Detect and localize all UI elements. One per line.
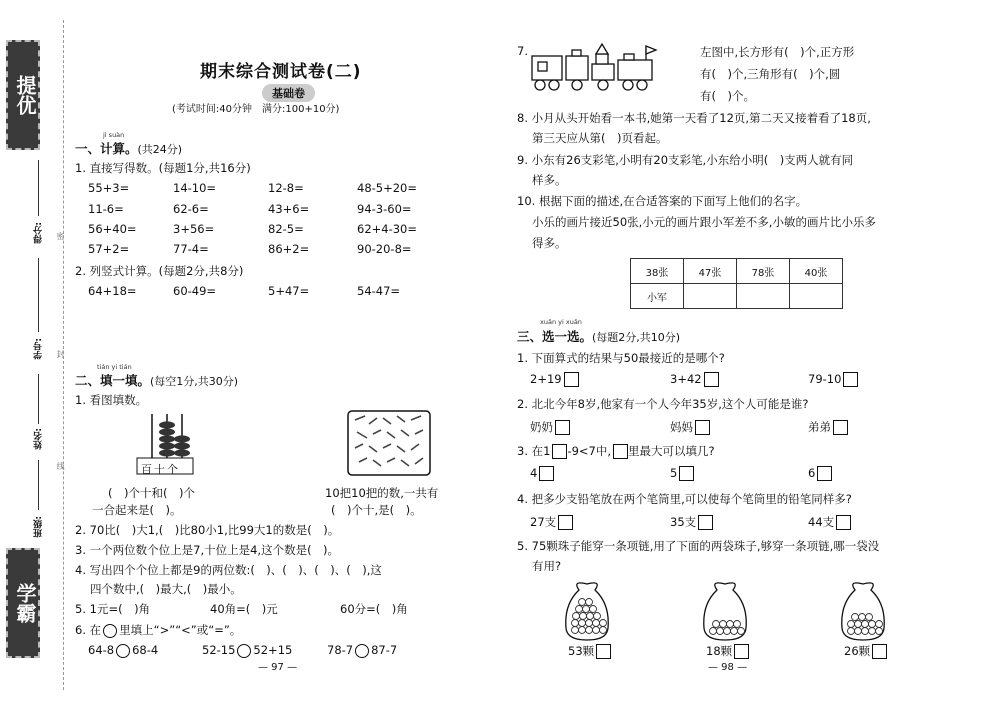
label-score: 得分: <box>34 222 44 244</box>
s3-q3-opt-1: 5 <box>670 466 694 481</box>
seal-char-2: 封 <box>56 350 65 358</box>
s3-q3: 3. 在1 -9<7中, 里最大可以填几? <box>517 444 715 458</box>
s2-q5-a: 5. 1元=( )角 <box>75 602 151 616</box>
q8-line-b: 第三天应从第( )页看起。 <box>532 131 668 145</box>
s2-q1b1: 10把10把的数,一共有 <box>325 486 439 500</box>
seal-dashed-line <box>63 20 64 690</box>
badge-bottom: 学霸 <box>6 548 40 658</box>
answer-box[interactable] <box>836 515 851 530</box>
q10-line-b: 小乐的画片接近50张,小元的画片跟小军差不多,小敏的画片比小乐多 <box>532 215 876 229</box>
badge-top: 提优 <box>6 40 40 150</box>
s3-q4-opt-2: 44支 <box>808 514 851 530</box>
bag-opt-2: 26颗 <box>844 643 887 659</box>
s2-q4b: 四个数中,( )最大,( )最小。 <box>90 582 242 596</box>
s2-q1: 1. 看图填数。 <box>75 393 148 407</box>
label-name: 姓名: <box>34 428 44 450</box>
s3-q1-opt-2: 79-10 <box>808 372 858 387</box>
s2-q3: 3. 一个两位数个位上是7,十位上是4,这个数是( )。 <box>75 543 340 557</box>
answer-box[interactable] <box>817 466 832 481</box>
label-student-no: 学号: <box>34 338 44 360</box>
s3-q2-opt-0: 奶奶 <box>530 419 570 435</box>
s2-q5-c: 60分=( )角 <box>340 602 408 616</box>
calc-r3c0: 57+2= <box>88 242 130 256</box>
calc-r2c2: 82-5= <box>268 222 304 236</box>
answer-box[interactable] <box>704 372 719 387</box>
picture-card-table <box>630 258 843 309</box>
q7-number: 7. <box>517 44 528 58</box>
line-score <box>38 160 39 216</box>
s3-q1: 1. 下面算式的结果与50最接近的是哪个? <box>517 351 725 365</box>
s3-q4: 4. 把多少支铅笔放在两个笔筒里,可以使每个笔筒里的铅笔同样多? <box>517 492 852 506</box>
calc-r3c3: 90-20-8= <box>357 242 412 256</box>
vert-3: 54-47= <box>357 284 401 298</box>
s3-q3-opt-2: 6 <box>808 466 832 481</box>
s3-q1-opt-0: 2+19 <box>530 372 579 387</box>
calc-r1c0: 11-6= <box>88 202 124 216</box>
exam-info: (考试时间:40分钟 满分:100+10分) <box>172 104 340 115</box>
calc-r3c2: 86+2= <box>268 242 310 256</box>
answer-box[interactable] <box>698 515 713 530</box>
cmp-0: 64-8 68-4 <box>88 643 159 657</box>
table-row <box>631 284 843 309</box>
section-2-title: 二、填一填。(每空1分,共30分) <box>75 373 239 388</box>
calc-r1c3: 94-3-60= <box>357 202 412 216</box>
answer-box[interactable] <box>564 372 579 387</box>
s2-q1b2: ( )个十,是( )。 <box>331 503 422 517</box>
q9-line-a: 9. 小东有26支彩笔,小明有20支彩笔,小东给小明( )支两人就有同 <box>517 153 854 167</box>
line-name <box>38 374 39 424</box>
binding-sidebar <box>0 0 64 707</box>
compare-circle-icon <box>103 624 117 638</box>
table-cell: 47张 <box>684 259 737 284</box>
s2-q5-b: 40角=( )元 <box>210 602 278 616</box>
vert-0: 64+18= <box>88 284 137 298</box>
section-3-title: 三、选一选。(每题2分,共10分) <box>517 329 681 344</box>
section-1-title: 一、计算。(共24分) <box>75 141 183 156</box>
answer-box[interactable] <box>695 420 710 435</box>
table-row <box>631 259 843 284</box>
calc-r3c1: 77-4= <box>173 242 209 256</box>
answer-box[interactable] <box>555 420 570 435</box>
bead-bag-icon <box>562 578 612 642</box>
page-number-left: — 97 — <box>258 662 298 673</box>
s3-q5-b: 有用? <box>532 559 562 573</box>
line-class <box>38 460 39 510</box>
s2-q1a2: 一合起来是( )。 <box>92 503 182 517</box>
pinyin-calc: jì suàn <box>103 131 125 139</box>
cmp-2: 78-7 87-7 <box>327 643 398 657</box>
sub-badge: 基础卷 <box>262 84 315 102</box>
label-class: 班级: <box>34 516 44 538</box>
q7-line-b: 有( )个,三角形有( )个,圆 <box>700 67 841 81</box>
answer-box[interactable] <box>596 644 611 659</box>
answer-box[interactable] <box>558 515 573 530</box>
blank-box <box>613 444 628 459</box>
answer-box[interactable] <box>734 644 749 659</box>
answer-box[interactable] <box>679 466 694 481</box>
s3-q2-opt-1: 妈妈 <box>670 419 710 435</box>
q9-line-b: 样多。 <box>532 173 567 187</box>
s3-q3-opt-0: 4 <box>530 466 554 481</box>
table-cell: 小军 <box>631 284 684 309</box>
s1-q2: 2. 列竖式计算。(每题2分,共8分) <box>75 264 244 278</box>
calc-r0c2: 12-8= <box>268 181 304 195</box>
s3-q5-a: 5. 75颗珠子能穿一条项链,用了下面的两袋珠子,够穿一条项链,哪一袋没 <box>517 539 880 553</box>
table-cell: 78张 <box>737 259 790 284</box>
answer-cell[interactable] <box>737 284 790 309</box>
pinyin-choose: xuǎn yi xuǎn <box>540 318 582 326</box>
s3-q2-opt-2: 弟弟 <box>808 419 848 435</box>
q7-line-a: 左图中,长方形有( )个,正方形 <box>700 45 855 59</box>
bundles-picture <box>347 410 431 476</box>
bag-opt-0: 53颗 <box>568 643 611 659</box>
answer-cell[interactable] <box>684 284 737 309</box>
table-cell: 38张 <box>631 259 684 284</box>
page-title: 期末综合测试卷(二) <box>200 62 362 82</box>
calc-r1c2: 43+6= <box>268 202 310 216</box>
answer-box[interactable] <box>872 644 887 659</box>
calc-r1c1: 62-6= <box>173 202 209 216</box>
bag-opt-1: 18颗 <box>706 643 749 659</box>
pinyin-fill: tián yi tián <box>97 363 132 371</box>
vert-2: 5+47= <box>268 284 310 298</box>
page-number-right: — 98 — <box>708 662 748 673</box>
calc-r2c0: 56+40= <box>88 222 137 236</box>
s3-q4-opt-1: 35支 <box>670 514 713 530</box>
answer-cell[interactable] <box>790 284 843 309</box>
calc-r0c3: 48-5+20= <box>357 181 418 195</box>
cmp-1: 52-15 52+15 <box>202 643 293 657</box>
s2-q4a: 4. 写出四个个位上都是9的两位数:( )、( )、( )、( ),这 <box>75 563 382 577</box>
calc-r0c1: 14-10= <box>173 181 217 195</box>
calc-r0c0: 55+3= <box>88 181 130 195</box>
s2-q6: 6. 在 里填上“>”“<”或“=”。 <box>75 623 242 637</box>
answer-box[interactable] <box>843 372 858 387</box>
answer-box[interactable] <box>539 466 554 481</box>
compare-circle-icon[interactable] <box>237 644 251 658</box>
s1-q1: 1. 直接写得数。(每题1分,共16分) <box>75 161 251 175</box>
seal-char-1: 密 <box>56 232 65 240</box>
compare-circle-icon[interactable] <box>116 644 130 658</box>
compare-circle-icon[interactable] <box>355 644 369 658</box>
s3-q4-opt-0: 27支 <box>530 514 573 530</box>
q7-line-c: 有( )个。 <box>700 89 755 103</box>
calc-r2c3: 62+4-30= <box>357 222 418 236</box>
abacus-label: 百十个 <box>141 463 180 476</box>
blank-box <box>552 444 567 459</box>
s2-q2: 2. 70比( )大1,( )比80小1,比99大1的数是( )。 <box>75 523 340 537</box>
q8-line-a: 8. 小月从头开始看一本书,她第一天看了12页,第二天又接着看了18页, <box>517 111 871 125</box>
q10-line-c: 得多。 <box>532 236 567 250</box>
seal-char-3: 线 <box>56 462 65 470</box>
calc-r2c1: 3+56= <box>173 222 215 236</box>
line-student-no <box>38 258 39 332</box>
table-cell: 40张 <box>790 259 843 284</box>
vert-1: 60-49= <box>173 284 217 298</box>
q10-line-a: 10. 根据下面的描述,在合适答案的下面写上他们的名字。 <box>517 194 808 208</box>
train-picture <box>530 42 680 94</box>
s2-q1a1: ( )个十和( )个 <box>108 486 195 500</box>
bead-bag-icon <box>838 578 888 642</box>
answer-box[interactable] <box>833 420 848 435</box>
bead-bag-icon <box>700 578 750 642</box>
s3-q1-opt-1: 3+42 <box>670 372 719 387</box>
s3-q2: 2. 北北今年8岁,他家有一个人今年35岁,这个人可能是谁? <box>517 397 809 411</box>
